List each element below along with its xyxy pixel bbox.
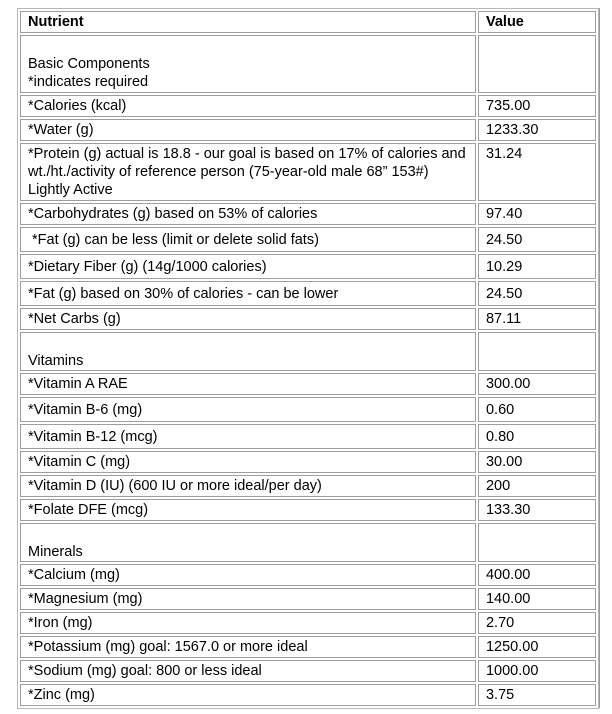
table-header-row [20,11,596,33]
table-row [20,373,596,395]
section-title-basic [20,35,476,93]
nutrient-label: *Fat (g) can be less (limit or delete solid fats) [20,227,476,252]
nutrient-value: 30.00 [478,451,596,473]
nutrient-value: 1250.00 [478,636,596,658]
nutrient-value: 300.00 [478,373,596,395]
table-row [20,227,596,252]
section-value-empty [478,35,596,93]
header-value: Value [478,11,596,33]
nutrient-label: *Vitamin B-12 (mcg) [20,424,476,449]
nutrient-label: *Carbohydrates (g) based on 53% of calories [20,203,476,225]
nutrient-value: 0.60 [478,397,596,422]
table-row [20,95,596,117]
nutrient-label: *Net Carbs (g) [20,308,476,330]
nutrient-value: 97.40 [478,203,596,225]
table-row [20,143,596,201]
nutrient-value: 140.00 [478,588,596,610]
table-row [20,564,596,586]
nutrient-value: 0.80 [478,424,596,449]
nutrient-table [17,8,599,709]
table-row [20,636,596,658]
section-value-empty [478,523,596,562]
required-note: *indicates required [28,74,149,90]
nutrient-label: *Zinc (mg) [20,684,476,706]
table-row [20,660,596,682]
nutrient-value: 3.75 [478,684,596,706]
nutrient-value: 87.11 [478,308,596,330]
nutrient-value: 1233.30 [478,119,596,141]
table-row [20,451,596,473]
table-row [20,475,596,497]
nutrient-value: 133.30 [478,499,596,521]
nutrient-label: *Potassium (mg) goal: 1567.0 or more ideal [20,636,476,658]
nutrient-label: *Magnesium (mg) [20,588,476,610]
table-row [20,684,596,706]
nutrient-label: *Protein (g) actual is 18.8 - our goal is based on 17% of calories and wt./ht./activity of reference person (75-year-old male 68” 153#) Lightly Active [20,143,476,201]
header-nutrient: Nutrient [20,11,476,33]
nutrient-label: *Dietary Fiber (g) (14g/1000 calories) [20,254,476,279]
nutrient-value: 2.70 [478,612,596,634]
table-row [20,424,596,449]
table-row [20,254,596,279]
section-title-basic-text: Basic Components [28,56,150,72]
table-row [20,119,596,141]
nutrient-label: *Vitamin C (mg) [20,451,476,473]
nutrient-label: *Sodium (mg) goal: 800 or less ideal [20,660,476,682]
nutrient-value: 24.50 [478,281,596,306]
nutrient-value: 400.00 [478,564,596,586]
table-row [20,397,596,422]
table-row [20,308,596,330]
nutrient-label: *Water (g) [20,119,476,141]
section-row-vitamins [20,332,596,371]
nutrient-label: *Iron (mg) [20,612,476,634]
table-row [20,281,596,306]
table-row [20,612,596,634]
nutrient-label: *Fat (g) based on 30% of calories - can be lower [20,281,476,306]
nutrient-label: *Vitamin D (IU) (600 IU or more ideal/per day) [20,475,476,497]
nutrient-value: 200 [478,475,596,497]
nutrient-value: 735.00 [478,95,596,117]
section-title-vitamins: Vitamins [20,332,476,371]
nutrient-value: 24.50 [478,227,596,252]
nutrient-label: *Vitamin A RAE [20,373,476,395]
nutrient-label: *Vitamin B-6 (mg) [20,397,476,422]
section-row-minerals [20,523,596,562]
table-row [20,588,596,610]
section-value-empty [478,332,596,371]
nutrient-value: 31.24 [478,143,596,201]
nutrient-value: 1000.00 [478,660,596,682]
nutrient-value: 10.29 [478,254,596,279]
section-row-basic [20,35,596,93]
table-row [20,203,596,225]
nutrient-label: *Calories (kcal) [20,95,476,117]
table-row [20,499,596,521]
nutrient-label: *Folate DFE (mcg) [20,499,476,521]
section-title-minerals: Minerals [20,523,476,562]
nutrient-label: *Calcium (mg) [20,564,476,586]
